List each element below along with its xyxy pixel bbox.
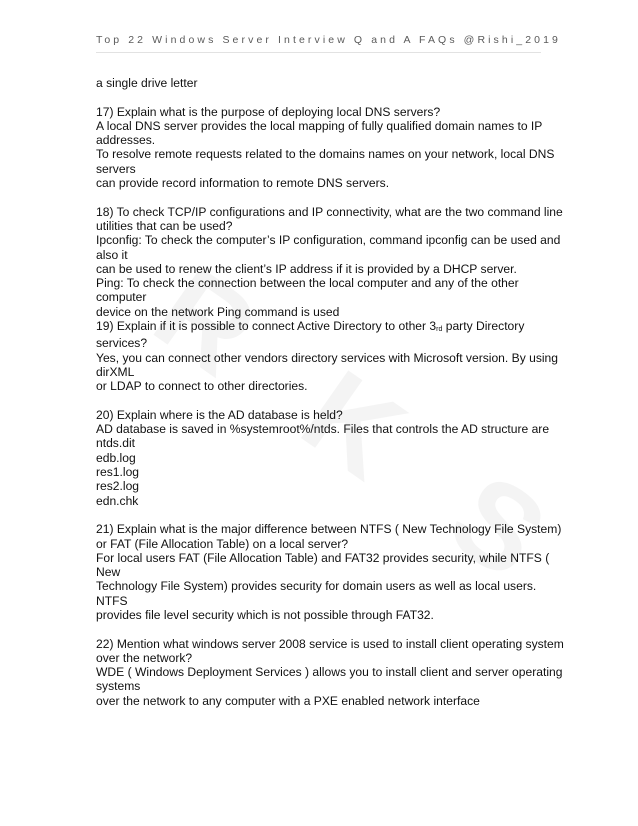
text-line: WDE ( Windows Deployment Services ) allows you to install client and server operating — [96, 665, 563, 680]
text-line: Technology File System) provides security for domain users as well as local users. — [96, 579, 537, 594]
text-line: device on the network Ping command is used — [96, 304, 340, 319]
text-line: dirXML — [96, 364, 135, 379]
paragraph-gap — [96, 90, 546, 104]
question-19-text: 19) Explain if it is possible to connect Active Directory to other 3 — [96, 319, 437, 334]
text-line: can provide record information to remote DNS servers. — [96, 176, 390, 191]
page-header-title: Top 22 Windows Server Interview Q and A FAQs @Rishi_2019 — [96, 34, 561, 46]
paragraph-gap — [96, 508, 546, 522]
question-21: 21) Explain what is the major difference between NTFS ( New Technology File System) — [96, 522, 562, 537]
text-line: A local DNS server provides the local mapping of fully qualified domain names to IP — [96, 118, 543, 133]
text-line: provides file level security which is not possible through FAT32. — [96, 607, 434, 622]
text-line: utilities that can be used? — [96, 218, 233, 233]
question-18: 18) To check TCP/IP configurations and IP connectivity, what are the two command line — [96, 204, 563, 219]
text-line: servers — [96, 161, 136, 176]
question-22: 22) Mention what windows server 2008 service is used to install client operating system — [96, 636, 564, 651]
text-line: res1.log — [96, 465, 140, 480]
text-line: or LDAP to connect to other directories. — [96, 379, 308, 394]
header-divider — [96, 52, 541, 53]
text-line: res2.log — [96, 479, 140, 494]
question-19-text-cont: party Directory — [442, 319, 525, 334]
paragraph-gap — [96, 190, 546, 204]
text-line: To resolve remote requests related to the domains names on your network, local DNS — [96, 147, 555, 162]
text-line: Ipconfig: To check the computer’s IP configuration, command ipconfig can be used and — [96, 233, 561, 248]
text-line: or FAT (File Allocation Table) on a local server? — [96, 536, 349, 551]
text-line: also it — [96, 247, 128, 262]
text-line: ntds.dit — [96, 436, 135, 451]
text-line: edn.chk — [96, 493, 139, 508]
text-line: computer — [96, 290, 147, 305]
question-17: 17) Explain what is the purpose of deploying local DNS servers? — [96, 104, 441, 119]
ordinal-superscript: rd — [436, 326, 443, 334]
text-line: edb.log — [96, 450, 136, 465]
paragraph-gap — [96, 394, 546, 408]
text-line: systems — [96, 679, 141, 694]
text-line: NTFS — [96, 593, 128, 608]
text-line: over the network? — [96, 650, 193, 665]
text-line: a single drive letter — [96, 76, 198, 90]
text-line: services? — [96, 336, 148, 351]
document-body — [96, 76, 564, 708]
text-line: addresses. — [96, 133, 156, 148]
text-line: AD database is saved in %systemroot%/ntds. Files that controls the AD structure are — [96, 422, 550, 437]
text-line: Ping: To check the connection between the local computer and any of the other — [96, 276, 519, 291]
text-line: For local users FAT (File Allocation Table) and FAT32 provides security, while NTFS ( — [96, 550, 550, 565]
text-line: over the network to any computer with a PXE enabled network interface — [96, 693, 480, 708]
text-line: New — [96, 565, 121, 580]
text-line: can be used to renew the client’s IP address if it is provided by a DHCP server. — [96, 261, 517, 276]
text-line: Yes, you can connect other vendors directory services with Microsoft version. By using — [96, 350, 559, 365]
question-19 — [96, 319, 546, 336]
question-20: 20) Explain where is the AD database is held? — [96, 407, 343, 422]
paragraph-gap — [96, 622, 546, 636]
